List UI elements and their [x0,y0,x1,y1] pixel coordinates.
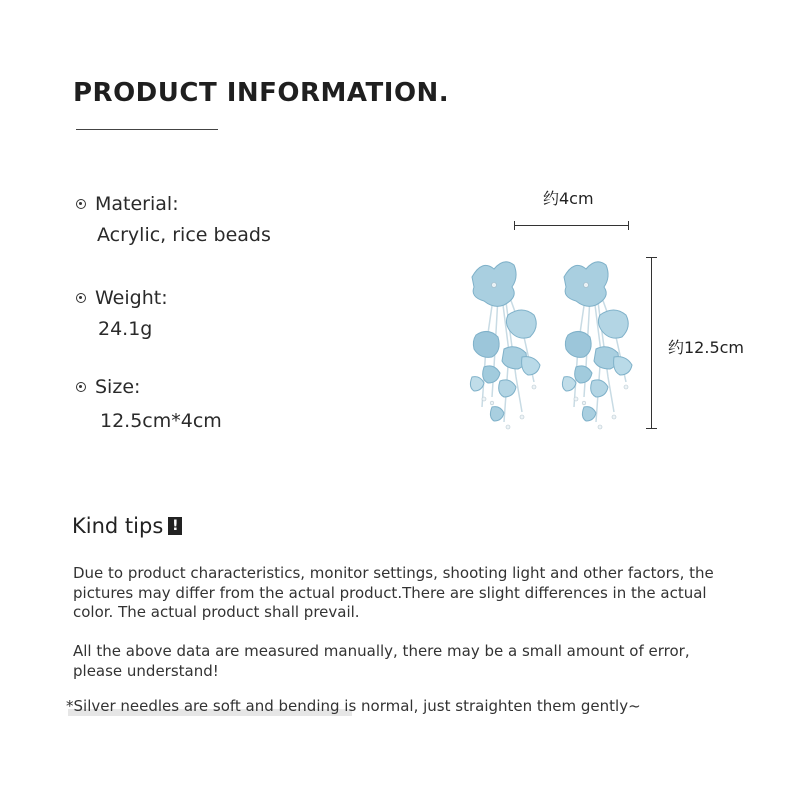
spec-size [76,376,222,432]
height-dimension-label: 约12.5cm [668,338,745,357]
tips-paragraph-2: All the above data are measured manually, there may be a small amount of error, please understand! [73,642,690,680]
spec-value-weight: 24.1g [98,318,153,340]
needle-note-text: *Silver needles are soft and bending is normal, just straighten them gently~ [66,697,641,715]
exclamation-icon: ! [168,517,182,535]
bullet-icon [76,199,86,209]
spec-material [76,193,271,246]
tips-paragraph-1: Due to product characteristics, monitor settings, shooting light and other factors, the pictures may differ from the actual product.There are slight differences in the actual color. The actual product shall prevail. [73,564,714,621]
bullet-icon [76,382,86,392]
spec-label-weight: Weight: [95,287,168,309]
width-dimension-label: 约4cm [543,189,594,208]
spec-value-size: 12.5cm*4cm [100,410,222,432]
spec-value-material: Acrylic, rice beads [97,224,271,246]
height-dimension-line [651,257,652,429]
title-divider [76,129,218,130]
earring-right [562,262,632,429]
width-tick-left [514,221,515,230]
bullet-icon [76,293,86,303]
width-tick-right [628,221,629,230]
width-dimension-line [514,225,629,226]
earring-left [470,262,540,429]
kind-tips-heading [72,514,182,538]
earrings-illustration [460,255,650,440]
spec-label-size: Size: [95,376,141,398]
spec-weight [76,287,168,340]
kind-tips-label: Kind tips [72,514,164,538]
spec-label-material: Material: [95,193,179,215]
needle-note [66,697,641,715]
page-title: PRODUCT INFORMATION. [73,78,450,108]
